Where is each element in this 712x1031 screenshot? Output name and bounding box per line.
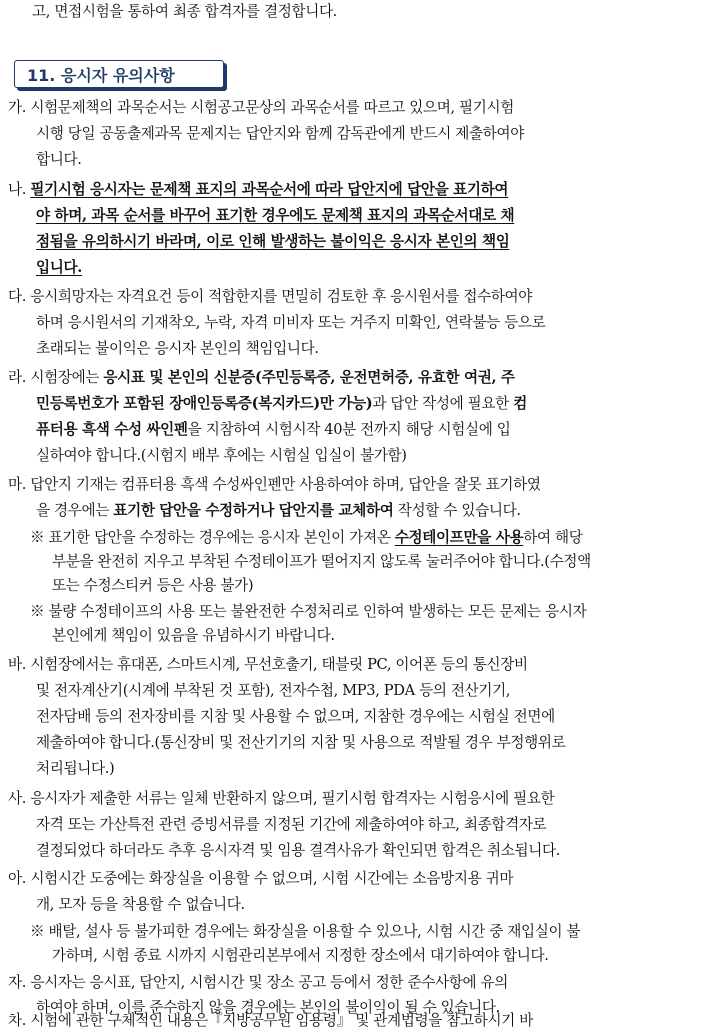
item-ra-text: 라. 시험장에는 [8, 369, 104, 386]
note-1-line-2: 부분을 완전히 지우고 부착된 수정테이프가 떨어지지 않도록 눌러주어야 합니다.(수정액 [52, 553, 591, 570]
item-ba-line-5: 처리됩니다.) [36, 760, 115, 777]
item-na-prefix: 나. [8, 181, 31, 198]
item-cha-line-1: 차. 시험에 관한 구체적인 내용은『지방공무원 임용령』 및 관계법령을 참고하시기 바 [8, 1012, 534, 1029]
item-ra-emphasis: 응시표 및 본인의 신분증(주민등록증, 운전면허증, 유효한 여권, 주 [103, 369, 515, 386]
note-2-line-1: ※ 불량 수정테이프의 사용 또는 불완전한 수정처리로 인하여 발생하는 모든 문제는 응시자 [30, 603, 587, 620]
continuation-line: 고, 면접시험을 통하여 최종 합격자를 결정합니다. [32, 3, 337, 20]
item-ra-emphasis-2: 민등록번호가 포함된 장애인등록증(복지카드)만 가능) [36, 395, 373, 412]
item-a-line-1: 아. 시험시간 도중에는 화장실을 이용할 수 없으며, 시험 시간에는 소음방지용 귀마 [8, 870, 514, 887]
item-na-line-3: 점됨을 유의하시기 바라며, 이로 인해 발생하는 불이익은 응시자 본인의 책임 [36, 233, 510, 250]
note-1-text-2: 하여 해당 [523, 529, 583, 546]
item-ma-emphasis: 표기한 답안을 수정하거나 답안지를 교체하여 [113, 502, 394, 519]
section-heading-box [14, 60, 224, 88]
note-1-emphasis: 수정테이프만을 사용 [394, 529, 524, 546]
item-ma-text-2: 작성할 수 있습니다. [393, 502, 521, 519]
item-na-line-1 [8, 180, 508, 200]
item-ga-line-3: 합니다. [36, 151, 82, 168]
item-ba-line-4: 제출하여야 합니다.(통신장비 및 전산기기의 지참 및 사용으로 적발될 경우 부정행위로 [36, 734, 566, 751]
note-3-line-1: ※ 배탈, 설사 등 불가피한 경우에는 화장실을 이용할 수 있으나, 시험 시간 중 재입실이 불 [30, 923, 581, 940]
item-na-line-4: 입니다. [36, 259, 82, 276]
item-ga-line-1: 가. 시험문제책의 과목순서는 시험공고문상의 과목순서를 따르고 있으며, 필기시험 [8, 99, 515, 116]
item-na-line-2: 야 하며, 과목 순서를 바꾸어 표기한 경우에도 문제책 표지의 과목순서대로 채 [36, 207, 515, 224]
section-title: 11. 응시자 유의사항 [27, 66, 175, 85]
item-ra-text-2: 과 답안 작성에 필요한 [372, 395, 514, 412]
item-ra-line-2 [36, 394, 527, 414]
item-sa-line-2: 자격 또는 가산특전 관련 증빙서류를 지정된 기간에 제출하여야 하고, 최종합격자로 [36, 816, 547, 833]
item-da-line-3: 초래되는 불이익은 응시자 본인의 책임입니다. [36, 340, 319, 357]
item-sa-line-3: 결정되었다 하더라도 추후 응시자격 및 임용 결격사유가 확인되면 합격은 취소됩니다. [36, 842, 561, 859]
item-sa-line-1: 사. 응시자가 제출한 서류는 일체 반환하지 않으며, 필기시험 합격자는 시험응시에 필요한 [8, 790, 555, 807]
item-da-line-2: 하며 응시원서의 기재착오, 누락, 자격 미비자 또는 거주지 미확인, 연락불능 등으로 [36, 314, 546, 331]
note-1-line-3: 또는 수정스티커 등은 사용 불가) [52, 577, 254, 594]
item-ra-emphasis-3: 컴 [513, 395, 527, 412]
note-2-line-2: 본인에게 책임이 있음을 유념하시기 바랍니다. [52, 627, 335, 644]
item-na-emphasis-1: 필기시험 응시자는 문제책 표지의 과목순서에 따라 답안지에 답안을 표기하여 [30, 181, 509, 198]
item-ja-line-1: 자. 응시자는 응시표, 답안지, 시험시간 및 장소 공고 등에서 정한 준수사항에 유의 [8, 974, 508, 991]
note-1-line-1 [30, 528, 583, 548]
item-da-line-1: 다. 응시희망자는 자격요건 등이 적합한지를 면밀히 검토한 후 응시원서를 접수하여야 [8, 288, 533, 305]
note-1-text: ※ 표기한 답안을 수정하는 경우에는 응시자 본인이 가져온 [30, 529, 395, 546]
item-ma-text: 을 경우에는 [36, 502, 114, 519]
item-ja-line-2: 하여야 하며, 이를 준수하지 않을 경우에는 본인의 불이익이 될 수 있습니다. [36, 999, 500, 1016]
item-ra-text-3: 을 지참하여 시험시작 40분 전까지 해당 시험실에 입 [187, 421, 511, 438]
item-ra-line-1 [8, 368, 515, 388]
note-3-line-2: 가하며, 시험 종료 시까지 시험관리본부에서 지정한 장소에서 대기하여야 합니다. [52, 947, 549, 964]
item-ra-line-3 [36, 420, 511, 440]
item-ra-emphasis-4: 퓨터용 흑색 수성 싸인펜 [36, 421, 188, 438]
item-ma-line-2 [36, 501, 521, 521]
item-ga-line-2: 시행 당일 공동출제과목 문제지는 답안지와 함께 감독관에게 반드시 제출하여야 [36, 125, 524, 142]
item-ba-line-2: 및 전자계산기(시계에 부착된 것 포함), 전자수첩, MP3, PDA 등의 전산기기, [36, 682, 511, 699]
item-ma-line-1: 마. 답안지 기재는 컴퓨터용 흑색 수성싸인펜만 사용하여야 하며, 답안을 잘못 표기하였 [8, 476, 541, 493]
item-a-line-2: 개, 모자 등을 착용할 수 없습니다. [36, 896, 245, 913]
item-ba-line-3: 전자담배 등의 전자장비를 지참 및 사용할 수 없으며, 지참한 경우에는 시험실 전면에 [36, 708, 555, 725]
item-ba-line-1: 바. 시험장에서는 휴대폰, 스마트시계, 무선호출기, 태블릿 PC, 이어폰 등의 통신장비 [8, 656, 528, 673]
item-ra-line-4: 실하여야 합니다.(시험지 배부 후에는 시험실 입실이 불가함) [36, 447, 407, 464]
